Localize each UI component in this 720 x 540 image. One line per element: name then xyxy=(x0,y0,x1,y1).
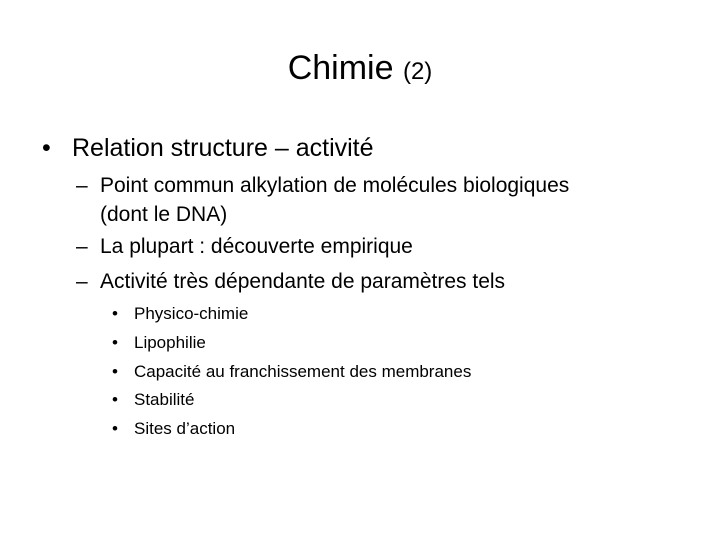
dash-marker: – xyxy=(76,174,88,197)
bullet-text: Relation structure – activité xyxy=(72,134,374,162)
dash-marker: – xyxy=(76,235,88,258)
sub-item-1-line2: (dont le DNA) xyxy=(100,203,228,226)
sub-sub-item-text: Physico-chimie xyxy=(134,304,249,323)
sub-sub-item-text: Sites d’action xyxy=(134,419,236,438)
bullet-marker: • xyxy=(112,362,118,381)
sub-item-3-text: Activité très dépendante de paramètres tels xyxy=(100,270,506,293)
sub-item-2-text: La plupart : découverte empirique xyxy=(100,235,413,258)
sub-sub-item-text: Lipophilie xyxy=(134,333,206,352)
bullet-level-1 xyxy=(42,130,374,166)
bullet-marker: • xyxy=(112,304,118,323)
slide-title xyxy=(0,46,720,94)
sub-sub-item-text: Capacité au franchissement des membranes xyxy=(134,362,472,381)
bullet-marker: • xyxy=(112,333,118,352)
sub-item-1-line1: Point commun alkylation de molécules biologiques xyxy=(100,174,570,197)
sub-sub-item-text: Stabilité xyxy=(134,390,195,409)
title-main: Chimie xyxy=(287,49,394,87)
bullet-marker: • xyxy=(112,390,118,409)
dash-marker: – xyxy=(76,270,88,293)
bullet-marker: • xyxy=(112,419,118,438)
bullet-marker: • xyxy=(42,134,51,162)
title-suffix: (2) xyxy=(402,58,433,85)
